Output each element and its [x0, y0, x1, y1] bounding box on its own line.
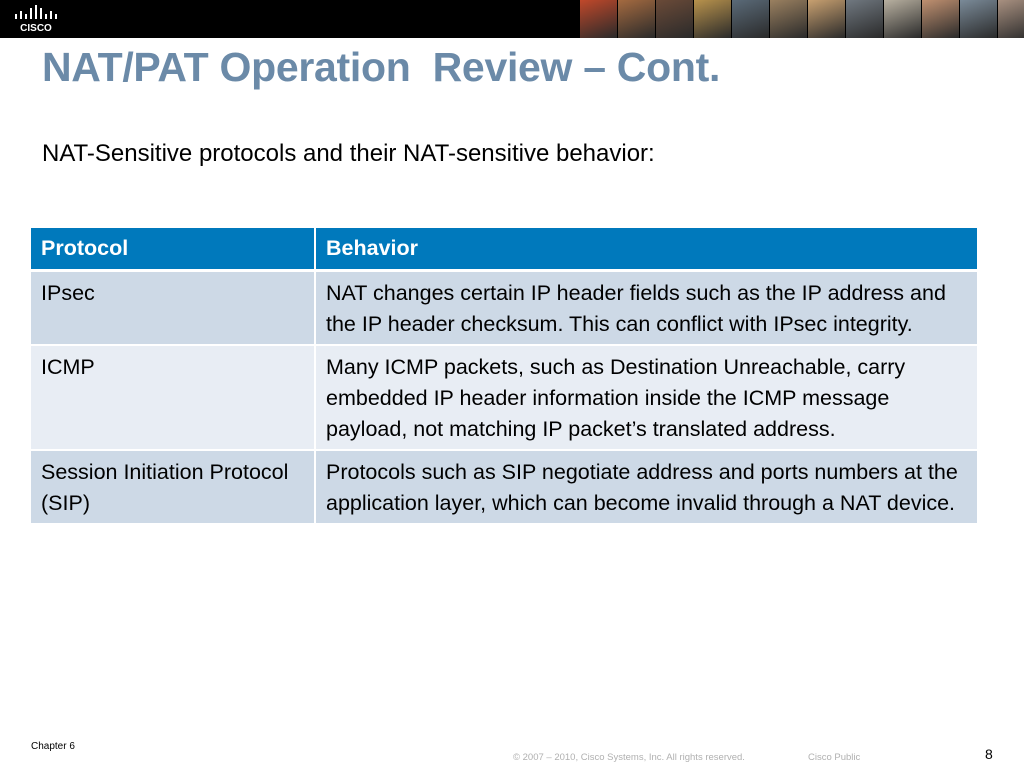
banner-photo — [656, 0, 693, 38]
banner-photo — [884, 0, 921, 38]
nat-sensitive-protocols-table — [31, 228, 977, 525]
slide-subtitle: NAT-Sensitive protocols and their NAT-sensitive behavior: — [42, 140, 655, 167]
protocol-cell: Session Initiation Protocol (SIP) — [31, 450, 315, 524]
table-header-row — [31, 228, 977, 271]
column-header-protocol: Protocol — [31, 228, 315, 271]
banner-photo — [808, 0, 845, 38]
banner-photo — [846, 0, 883, 38]
banner-photo — [580, 0, 617, 38]
protocol-cell: IPsec — [31, 271, 315, 346]
banner-photo — [732, 0, 769, 38]
table-row — [31, 345, 977, 450]
footer-classification: Cisco Public — [808, 752, 861, 763]
behavior-cell: Protocols such as SIP negotiate address and ports numbers at the application layer, which can become invalid through a NAT device. — [315, 450, 977, 524]
footer-chapter: Chapter 6 — [31, 741, 75, 752]
behavior-cell: Many ICMP packets, such as Destination Unreachable, carry embedded IP header information inside the ICMP message payload, not matching IP packet’s translated address. — [315, 345, 977, 450]
protocol-cell: ICMP — [31, 345, 315, 450]
banner-photo — [922, 0, 959, 38]
column-header-behavior: Behavior — [315, 228, 977, 271]
banner-photo — [618, 0, 655, 38]
footer-copyright: © 2007 – 2010, Cisco Systems, Inc. All rights reserved. — [513, 752, 745, 763]
top-banner — [0, 0, 1024, 38]
banner-photo — [694, 0, 731, 38]
banner-photo-strip — [580, 0, 1024, 38]
table-row — [31, 450, 977, 524]
cisco-logo — [14, 5, 60, 33]
banner-photo — [998, 0, 1024, 38]
cisco-wordmark: CISCO — [20, 23, 52, 33]
banner-photo — [770, 0, 807, 38]
cisco-bridge-icon — [15, 5, 57, 19]
slide-title: NAT/PAT Operation Review – Cont. — [42, 44, 721, 90]
table-row — [31, 271, 977, 346]
page-number: 8 — [985, 746, 993, 762]
behavior-cell: NAT changes certain IP header fields such as the IP address and the IP header checksum. This can conflict with IPsec integrity. — [315, 271, 977, 346]
banner-photo — [960, 0, 997, 38]
